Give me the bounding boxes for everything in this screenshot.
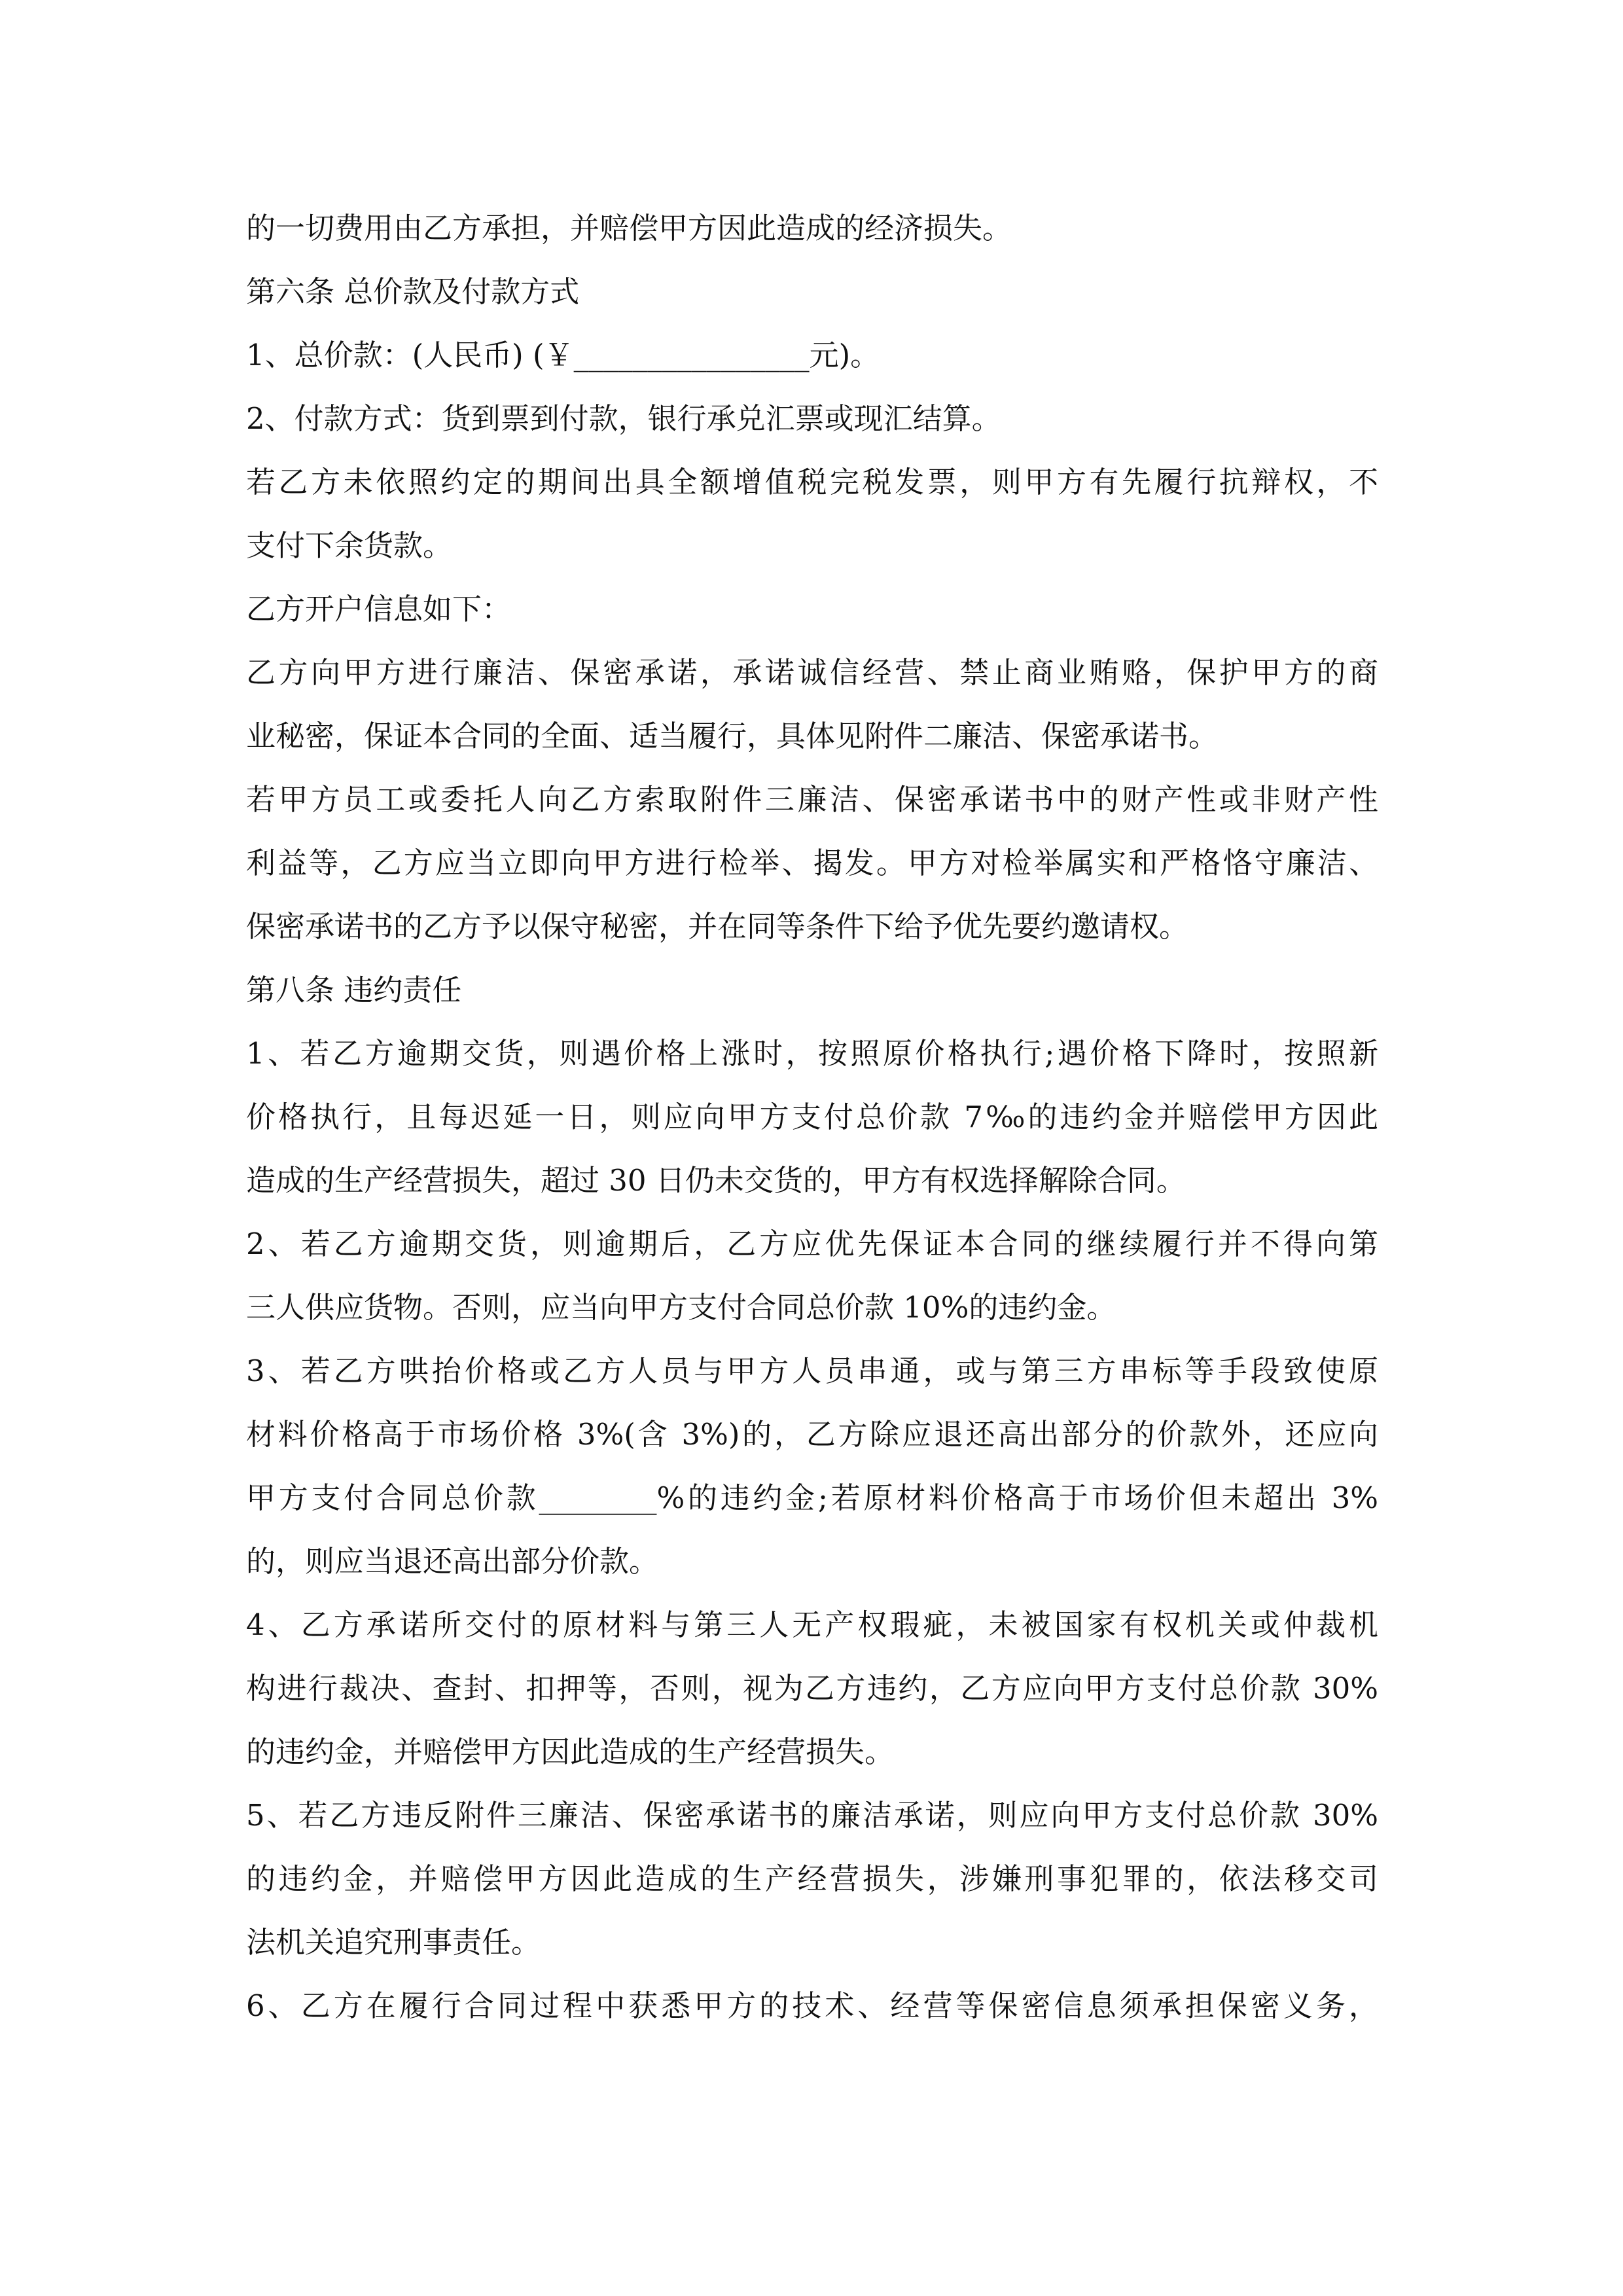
text-line: 2、若乙方逾期交货，则逾期后，乙方应优先保证本合同的继续履行并不得向第 (246, 1227, 1378, 1261)
text-line: 价格执行，且每迟延一日，则应向甲方支付总价款 7‰的违约金并赔偿甲方因此 (246, 1100, 1378, 1134)
text-line: 构进行裁决、查封、扣押等，否则，视为乙方违约，乙方应向甲方支付总价款 30% (246, 1671, 1378, 1706)
text-line: 造成的生产经营损失，超过 30 日仍未交货的，甲方有权选择解除合同。 (246, 1163, 1186, 1198)
text-line: 1、总价款：(人民币) (￥________________元)。 (246, 338, 880, 372)
text-line: 1、若乙方逾期交货，则遇价格上涨时，按照原价格执行;遇价格下降时，按照新 (246, 1036, 1378, 1071)
text-line: 的一切费用由乙方承担，并赔偿甲方因此造成的经济损失。 (246, 211, 1012, 245)
section-heading: 第六条 总价款及付款方式 (246, 274, 580, 309)
text-line: 法机关追究刑事责任。 (246, 1925, 541, 1960)
text-line: 材料价格高于市场价格 3%(含 3%)的，乙方除应退还高出部分的价款外，还应向 (246, 1417, 1378, 1452)
text-line: 甲方支付合同总价款________%的违约金;若原材料价格高于市场价但未超出 3% (246, 1480, 1378, 1515)
text-line: 保密承诺书的乙方予以保守秘密，并在同等条件下给予优先要约邀请权。 (246, 909, 1189, 944)
text-line: 乙方向甲方进行廉洁、保密承诺，承诺诚信经营、禁止商业贿赂，保护甲方的商 (246, 655, 1378, 690)
text-line: 的，则应当退还高出部分价款。 (246, 1544, 659, 1579)
text-line: 5、若乙方违反附件三廉洁、保密承诺书的廉洁承诺，则应向甲方支付总价款 30% (246, 1798, 1378, 1833)
text-line: 支付下余货款。 (246, 528, 453, 563)
text-line: 2、付款方式：货到票到付款，银行承兑汇票或现汇结算。 (246, 401, 1001, 436)
text-line: 3、若乙方哄抬价格或乙方人员与甲方人员串通，或与第三方串标等手段致使原 (246, 1354, 1378, 1388)
section-heading: 第八条 违约责任 (246, 973, 462, 1007)
document-body (246, 196, 1378, 2037)
text-line: 三人供应货物。否则，应当向甲方支付合同总价款 10%的违约金。 (246, 1290, 1116, 1325)
text-line: 6、乙方在履行合同过程中获悉甲方的技术、经营等保密信息须承担保密义务， (246, 1988, 1378, 2023)
text-line: 的违约金，并赔偿甲方因此造成的生产经营损失。 (246, 1734, 895, 1769)
text-line: 乙方开户信息如下： (246, 592, 512, 626)
text-line: 4、乙方承诺所交付的原材料与第三人无产权瑕疵，未被国家有权机关或仲裁机 (246, 1607, 1378, 1642)
text-line: 利益等，乙方应当立即向甲方进行检举、揭发。甲方对检举属实和严格恪守廉洁、 (246, 846, 1378, 880)
text-line: 若乙方未依照约定的期间出具全额增值税完税发票，则甲方有先履行抗辩权，不 (246, 465, 1378, 499)
text-line: 业秘密，保证本合同的全面、适当履行，具体见附件二廉洁、保密承诺书。 (246, 719, 1219, 753)
text-line: 的违约金，并赔偿甲方因此造成的生产经营损失，涉嫌刑事犯罪的，依法移交司 (246, 1861, 1378, 1896)
text-line: 若甲方员工或委托人向乙方索取附件三廉洁、保密承诺书中的财产性或非财产性 (246, 782, 1378, 817)
